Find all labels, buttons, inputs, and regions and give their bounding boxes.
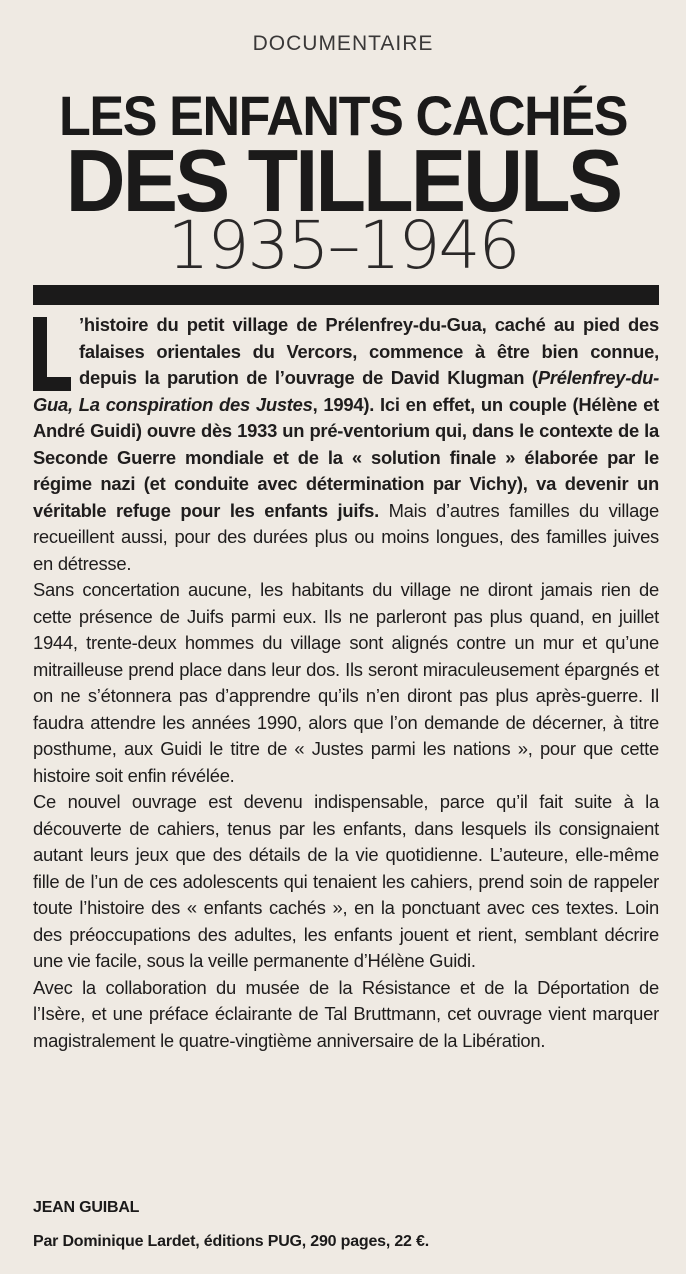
book-credits: Par Dominique Lardet, éditions PUG, 290 pages, 22 €. — [33, 1233, 429, 1250]
title-line-2: DES TILLEULS — [65, 131, 621, 230]
paragraph-1 — [33, 312, 659, 577]
lead-bold-b: , 1994). Ici en effet, un couple (Hélène et André Guidi) ouvre dès 1933 un pré-ventorium qui, dans le contexte de la Seconde Guerre mondiale et de la « solution finale » élaborée par le régime nazi (et conduite avec détermination par Vichy), va devenir un véritable refuge pour les enfants juifs. — [33, 393, 659, 521]
lead-book-title: Prélenfrey-du-Gua, La conspiration des Justes — [33, 367, 659, 415]
lead-regular: Mais d’autres familles du village recueillent aussi, pour des durées plus ou moins longues, des familles juives en détresse. — [33, 499, 659, 574]
lead-bold-a: ’histoire du petit village de Prélenfrey-du-Gua, caché au pied des falaises orientales du Vercors, commence à être bien connue, depuis la parution de l’ouvrage de David Klugman ( — [79, 314, 659, 388]
article-body — [33, 312, 659, 1054]
section-kicker: DOCUMENTAIRE — [252, 32, 434, 55]
paragraph-3: Ce nouvel ouvrage est devenu indispensable, parce qu’il fait suite à la découverte de cahiers, tenus par les enfants, dans lesquels ils consignaient autant leurs jeux que des détails de la vie quotidienne. L’auteure, elle-même fille de l’un de ces adolescents qui tenaient les cahiers, prend soin de rappeler toute l’histoire des « enfants cachés », en la ponctuant avec ces textes. Loin des préoccupations des adultes, les enfants jouent et rient, semblant décrire une vie facile, sous la veille permanente d’Hélène Guidi. — [33, 791, 659, 971]
title-line-1: LES ENFANTS CACHÉS — [58, 84, 628, 147]
title-years — [0, 208, 686, 284]
header-rule — [33, 285, 659, 305]
dropcap-l — [33, 317, 71, 391]
review-author: JEAN GUIBAL — [33, 1199, 140, 1216]
paragraph-4: Avec la collaboration du musée de la Résistance et de la Déportation de l’Isère, et une préface éclairante de Tal Bruttmann, cet ouvrage vient marquer magistralement le quatre-vingtième anniversaire de la Libération. — [33, 976, 659, 1051]
years-text: 1935–1946 — [167, 207, 519, 284]
paragraph-2: Sans concertation aucune, les habitants du village ne diront jamais rien de cette présence de Juifs parmi eux. Ils ne parleront pas plus quand, en juillet 1944, trente-deux hommes du village sont alignés contre un mur et qu’une mitrailleuse prend place dans leur dos. Ils seront miraculeusement épargnés et on ne s’étonnera pas d’apprendre qu’ils n’en diront pas plus après-guerre. Il faudra attendre les années 1990, alors que l’on demande de décerner, à titre posthume, aux Guidi le titre de « Justes parmi les nations », pour que cette histoire soit enfin révélée. — [33, 579, 659, 786]
